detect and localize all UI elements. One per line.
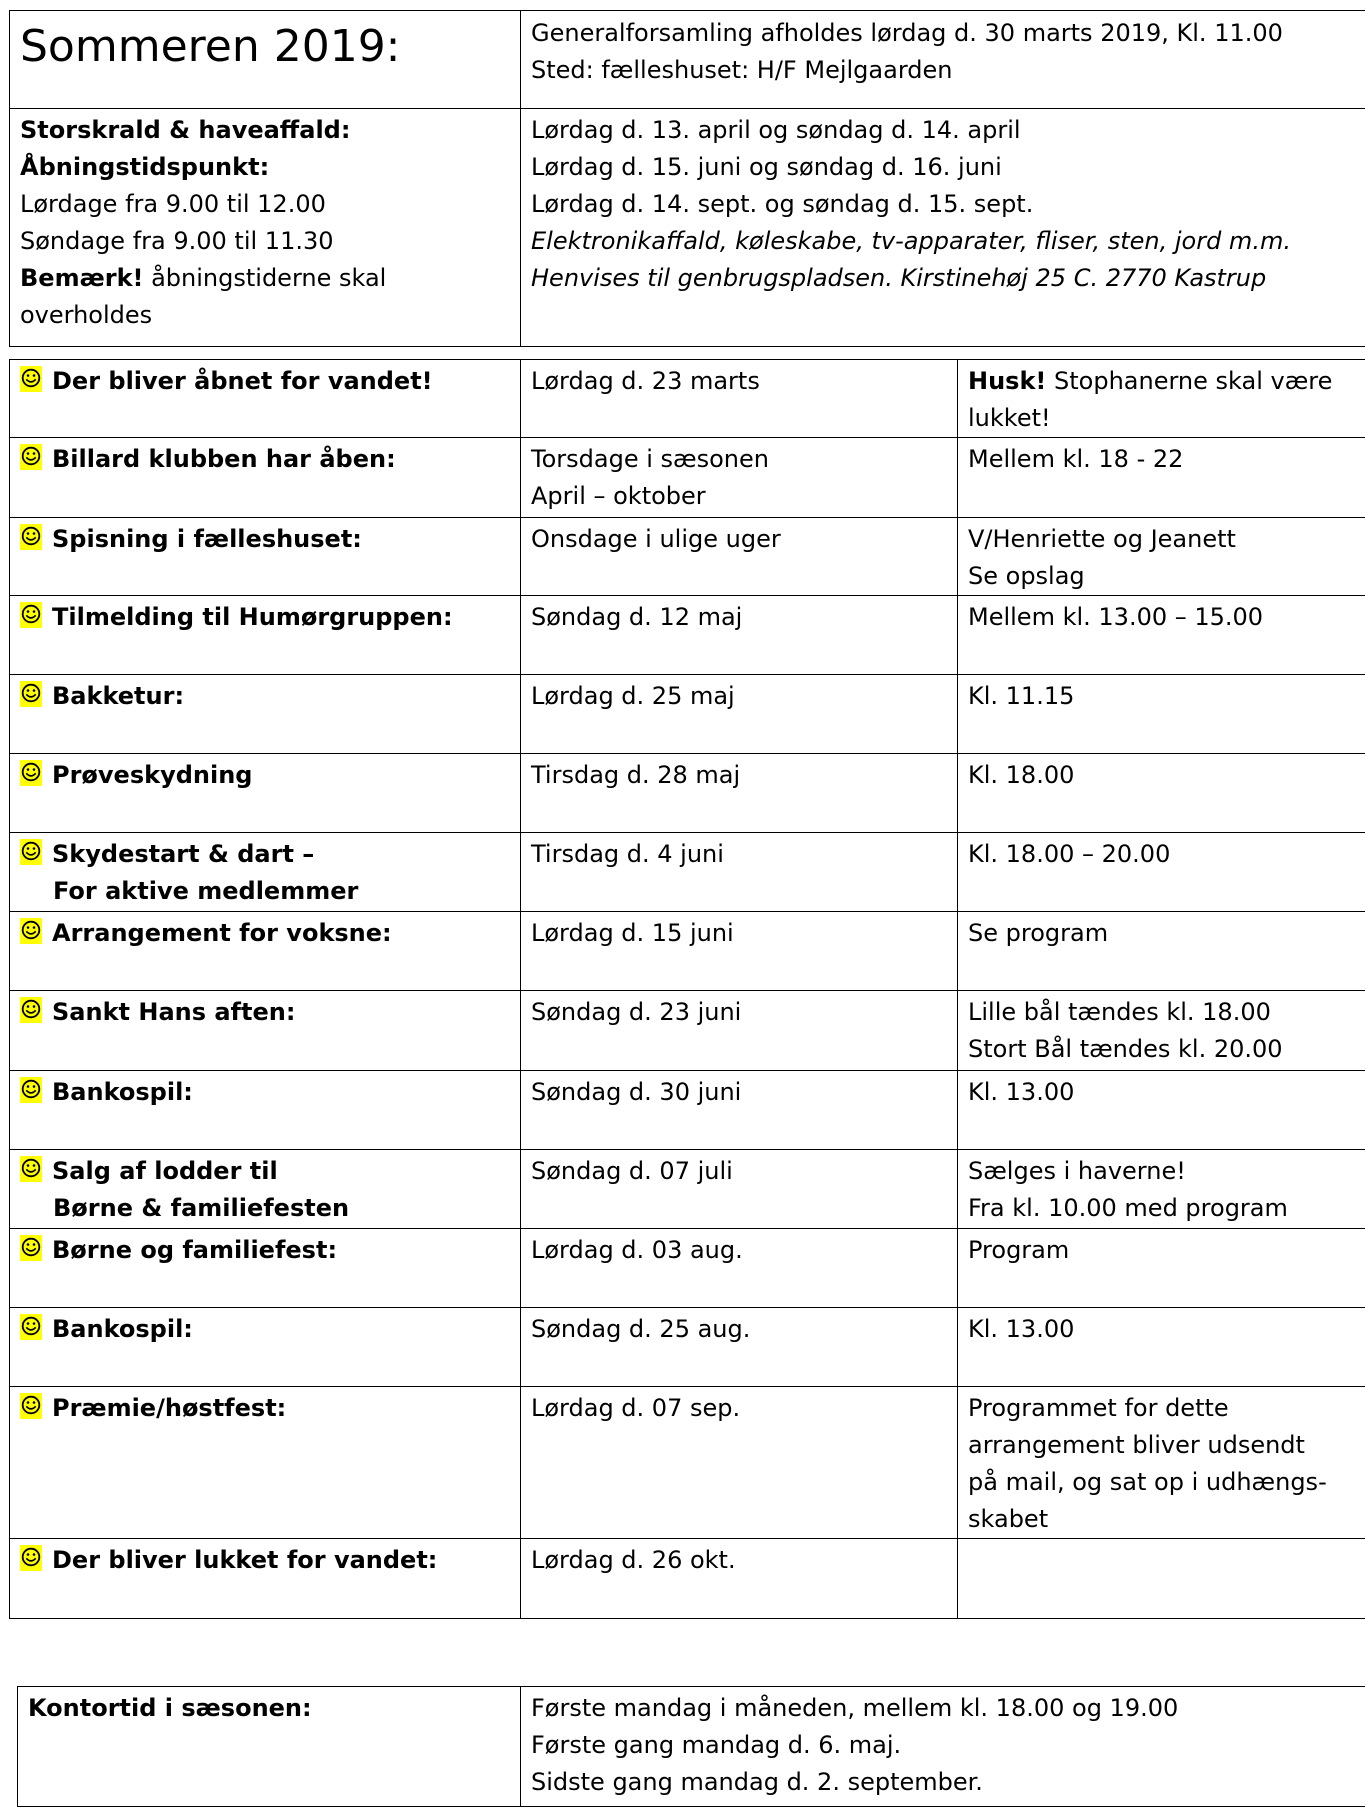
event-title: Arrangement for voksne: <box>52 919 392 947</box>
event-note: Lille bål tændes kl. 18.00 <box>968 994 1355 1031</box>
event-note-cell <box>958 912 1365 991</box>
event-row <box>10 1539 1365 1619</box>
event-date-cell <box>521 596 958 675</box>
smiley-icon <box>20 760 42 786</box>
event-date-cell <box>521 1539 958 1619</box>
smiley-icon <box>20 602 42 628</box>
event-row <box>10 1387 1365 1539</box>
event-title: Skydestart & dart – <box>52 840 314 868</box>
event-note: Kl. 18.00 – 20.00 <box>968 836 1355 873</box>
event-row <box>10 991 1365 1071</box>
event-date-cell <box>521 1229 958 1308</box>
event-note: på mail, og sat op i udhængs- <box>968 1464 1355 1501</box>
event-row <box>10 438 1365 518</box>
waste-info-cell <box>10 109 521 347</box>
saturday-hours: Lørdage fra 9.00 til 12.00 <box>20 186 510 223</box>
sunday-hours: Søndage fra 9.00 til 11.30 <box>20 223 510 260</box>
event-date: Søndag d. 07 juli <box>531 1153 947 1190</box>
event-title: Børne og familiefest: <box>52 1236 337 1264</box>
events-table <box>9 359 1365 1619</box>
event-note: Sælges i haverne! <box>968 1153 1355 1190</box>
event-title-cell <box>10 596 521 675</box>
smiley-icon <box>20 366 42 392</box>
event-title: For aktive medlemmer <box>53 877 358 905</box>
event-date: April – oktober <box>531 478 947 515</box>
event-title-cell <box>10 1539 521 1619</box>
event-title: Bankospil: <box>52 1078 193 1106</box>
event-title-cell <box>10 675 521 754</box>
event-title: Bakketur: <box>52 682 184 710</box>
smiley-icon <box>20 1156 42 1182</box>
event-date: Tirsdag d. 28 maj <box>531 757 947 794</box>
event-date: Torsdage i sæsonen <box>531 441 947 478</box>
event-title-cell <box>10 754 521 833</box>
event-title: Børne & familiefesten <box>53 1194 349 1222</box>
event-date-cell <box>521 518 958 596</box>
event-note: lukket! <box>968 400 1355 437</box>
smiley-icon <box>20 997 42 1023</box>
event-row <box>10 1308 1365 1387</box>
event-note-cell <box>958 675 1365 754</box>
event-note-cell <box>958 991 1365 1071</box>
event-title: Sankt Hans aften: <box>52 998 295 1026</box>
page-title: Sommeren 2019: <box>10 11 521 109</box>
event-title: Bankospil: <box>52 1315 193 1343</box>
event-title-cell <box>10 518 521 596</box>
event-title: Salg af lodder til <box>52 1157 278 1185</box>
smiley-icon <box>20 681 42 707</box>
smiley-icon <box>20 918 42 944</box>
office-hours-table <box>17 1686 1365 1807</box>
event-note: Kl. 13.00 <box>968 1074 1355 1111</box>
event-note: Fra kl. 10.00 med program <box>968 1190 1355 1227</box>
event-date: Lørdag d. 25 maj <box>531 678 947 715</box>
event-note: arrangement bliver udsendt <box>968 1427 1355 1464</box>
meeting-date: Generalforsamling afholdes lørdag d. 30 marts 2019, Kl. 11.00 <box>531 15 1355 52</box>
event-date-cell <box>521 833 958 912</box>
office-line: Første gang mandag d. 6. maj. <box>531 1727 1355 1764</box>
event-note: Programmet for dette <box>968 1390 1355 1427</box>
waste-date: Lørdag d. 13. april og søndag d. 14. april <box>531 112 1355 149</box>
event-title-cell <box>10 1071 521 1150</box>
event-note: Program <box>968 1232 1355 1269</box>
event-title-cell <box>10 912 521 991</box>
event-date: Tirsdag d. 4 juni <box>531 836 947 873</box>
event-row <box>10 1071 1365 1150</box>
event-date-cell <box>521 675 958 754</box>
waste-heading: Storskrald & haveaffald: <box>20 116 350 144</box>
event-title: Spisning i fælleshuset: <box>52 525 362 553</box>
header-table <box>9 10 1365 347</box>
meeting-place: Sted: fælleshuset: H/F Mejlgaarden <box>531 52 1355 89</box>
recycling-reference: Henvises til genbrugspladsen. Kirstinehøj 25 C. 2770 Kastrup <box>531 260 1355 297</box>
event-note-cell <box>958 518 1365 596</box>
event-row <box>10 1150 1365 1229</box>
office-line: Sidste gang mandag d. 2. september. <box>531 1764 1355 1801</box>
event-note: Mellem kl. 18 - 22 <box>968 441 1355 478</box>
event-note: Stort Bål tændes kl. 20.00 <box>968 1031 1355 1068</box>
event-title: Billard klubben har åben: <box>52 445 396 473</box>
event-note-cell <box>958 754 1365 833</box>
event-title: Prøveskydning <box>52 761 252 789</box>
event-title: Præmie/høstfest: <box>52 1394 286 1422</box>
event-note-cell <box>958 1539 1365 1619</box>
event-title-cell <box>10 1308 521 1387</box>
event-note-cell <box>958 1229 1365 1308</box>
event-note-cell <box>958 438 1365 518</box>
smiley-icon <box>20 524 42 550</box>
event-date-cell <box>521 360 958 438</box>
event-date-cell <box>521 754 958 833</box>
event-row <box>10 912 1365 991</box>
event-row <box>10 518 1365 596</box>
event-date: Søndag d. 23 juni <box>531 994 947 1031</box>
event-date: Søndag d. 25 aug. <box>531 1311 947 1348</box>
event-note-cell <box>958 833 1365 912</box>
waste-note-cont: overholdes <box>20 297 510 334</box>
event-date-cell <box>521 912 958 991</box>
waste-exclusions: Elektronikaffald, køleskabe, tv-apparater, fliser, sten, jord m.m. <box>531 223 1355 260</box>
office-hours-cell <box>521 1687 1365 1807</box>
event-title: Der bliver lukket for vandet: <box>52 1546 437 1574</box>
smiley-icon <box>20 1545 42 1571</box>
event-date: Lørdag d. 26 okt. <box>531 1542 947 1579</box>
event-note: Kl. 18.00 <box>968 757 1355 794</box>
event-title-cell <box>10 1387 521 1539</box>
event-date: Lørdag d. 03 aug. <box>531 1232 947 1269</box>
event-row <box>10 1229 1365 1308</box>
event-date: Onsdage i ulige uger <box>531 521 947 558</box>
event-date-cell <box>521 1150 958 1229</box>
event-title-cell <box>10 991 521 1071</box>
event-date: Lørdag d. 07 sep. <box>531 1390 947 1427</box>
waste-date: Lørdag d. 14. sept. og søndag d. 15. sept. <box>531 186 1355 223</box>
smiley-icon <box>20 444 42 470</box>
event-date-cell <box>521 438 958 518</box>
smiley-icon <box>20 839 42 865</box>
event-note-cell <box>958 596 1365 675</box>
event-note-cell <box>958 1071 1365 1150</box>
general-meeting-cell <box>521 11 1365 109</box>
event-date-cell <box>521 1071 958 1150</box>
event-note: Husk! Stophanerne skal være <box>968 363 1355 400</box>
event-note: Se program <box>968 915 1355 952</box>
event-note: Se opslag <box>968 558 1355 595</box>
event-row <box>10 754 1365 833</box>
event-note: Kl. 13.00 <box>968 1311 1355 1348</box>
event-title-cell <box>10 1229 521 1308</box>
office-hours-heading: Kontortid i sæsonen: <box>28 1694 312 1722</box>
event-row <box>10 833 1365 912</box>
event-title: Der bliver åbnet for vandet! <box>52 367 433 395</box>
waste-date: Lørdag d. 15. juni og søndag d. 16. juni <box>531 149 1355 186</box>
event-title-cell <box>10 360 521 438</box>
waste-dates-cell <box>521 109 1365 347</box>
event-title-cell <box>10 1150 521 1229</box>
event-row <box>10 675 1365 754</box>
event-title: Tilmelding til Humørgruppen: <box>52 603 453 631</box>
smiley-icon <box>20 1077 42 1103</box>
event-date: Søndag d. 30 juni <box>531 1074 947 1111</box>
event-note: V/Henriette og Jeanett <box>968 521 1355 558</box>
event-title-cell <box>10 438 521 518</box>
event-note: Kl. 11.15 <box>968 678 1355 715</box>
event-note: skabet <box>968 1501 1355 1538</box>
smiley-icon <box>20 1314 42 1340</box>
event-note-cell <box>958 1387 1365 1539</box>
smiley-icon <box>20 1393 42 1419</box>
event-row <box>10 596 1365 675</box>
event-date: Lørdag d. 23 marts <box>531 363 947 400</box>
event-date: Lørdag d. 15 juni <box>531 915 947 952</box>
office-label-cell <box>18 1687 521 1807</box>
event-date-cell <box>521 1387 958 1539</box>
event-note-cell <box>958 360 1365 438</box>
waste-note: Bemærk! åbningstiderne skal <box>20 260 510 297</box>
event-title-cell <box>10 833 521 912</box>
event-note: Mellem kl. 13.00 – 15.00 <box>968 599 1355 636</box>
event-note-cell <box>958 1150 1365 1229</box>
event-row <box>10 360 1365 438</box>
event-date-cell <box>521 991 958 1071</box>
event-note-cell <box>958 1308 1365 1387</box>
event-date-cell <box>521 1308 958 1387</box>
smiley-icon <box>20 1235 42 1261</box>
opening-heading: Åbningstidspunkt: <box>20 153 269 181</box>
office-line: Første mandag i måneden, mellem kl. 18.00 og 19.00 <box>531 1690 1355 1727</box>
event-date: Søndag d. 12 maj <box>531 599 947 636</box>
